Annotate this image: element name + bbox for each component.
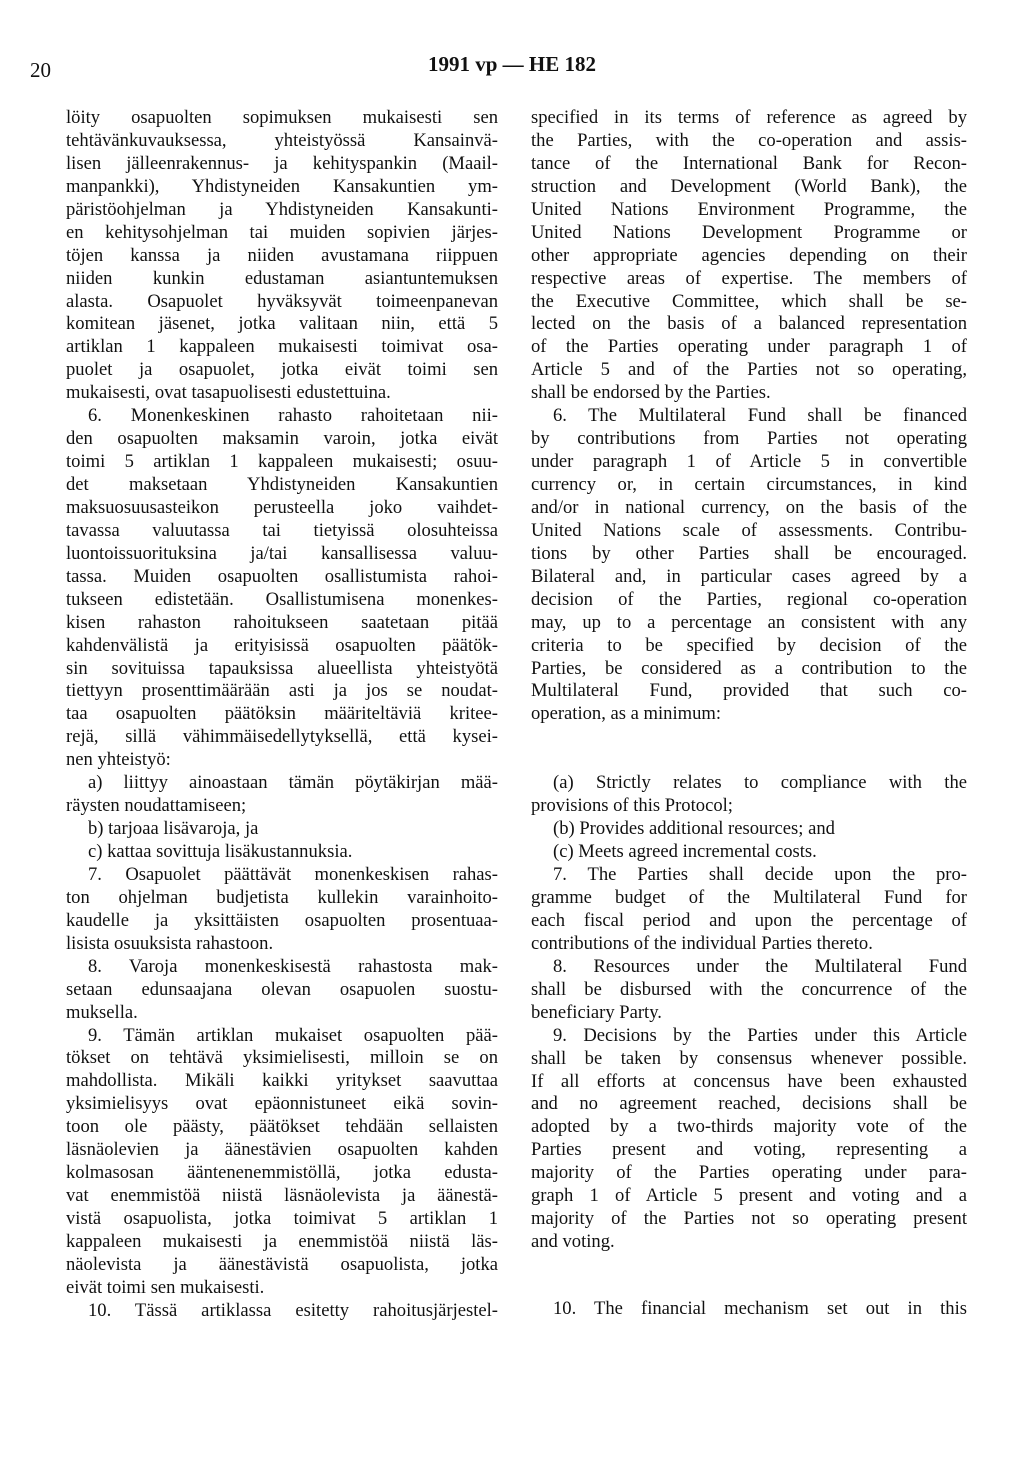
text-line: 8. Varoja monenkeskisestä rahastosta mak- [88, 955, 498, 977]
text-line: operation, as a minimum: [531, 703, 722, 725]
text-line: setaan edunsaajana olevan osapuolen suostu- [66, 978, 498, 1000]
text-line: the Executive Committee, which shall be se- [531, 290, 967, 312]
text-line: respective areas of expertise. The members of [531, 267, 967, 289]
text-line: United Nations Development Programme or [531, 221, 967, 243]
text-line: (b) Provides additional resources; and [553, 818, 835, 840]
text-line: kappaleen mukaisesti ja enemmistöä niistä läs- [66, 1230, 498, 1252]
text-line: tassa. Muiden osapuolten osallistumista rahoi- [66, 565, 498, 587]
text-line: tiettyyn prosenttimäärään asti ja jos se noudat- [66, 680, 498, 702]
text-line: provisions of this Protocol; [531, 795, 733, 817]
text-line: gramme budget of the Multilateral Fund for [531, 887, 967, 908]
text-line: 6. Monenkeskinen rahasto rahoitetaan nii- [88, 405, 498, 427]
text-line: mukaisesti, ovat tasapuolisesti edustettuina. [66, 382, 391, 404]
text-line: löity osapuolten sopimuksen mukaisesti sen [66, 107, 498, 128]
text-line: artiklan 1 kappaleen mukaisesti toimivat osa- [66, 336, 498, 358]
text-line: näolevista ja äänestävistä osapuolista, jotka [66, 1253, 498, 1275]
text-line: shall be disbursed with the concurrence of the [531, 978, 967, 1000]
text-line: räysten noudattamiseen; [66, 795, 247, 817]
text-line: shall be endorsed by the Parties. [531, 382, 771, 404]
text-line: beneficiary Party. [531, 1001, 662, 1023]
text-line: and no agreement reached, decisions shall be [531, 1093, 967, 1115]
text-line: Parties present and voting, representing a [531, 1139, 967, 1161]
text-line: United Nations Environment Programme, the [531, 198, 967, 220]
text-line: If all efforts at concensus have been exhausted [531, 1070, 967, 1092]
text-line: manpankki), Yhdistyneiden Kansakuntien ym- [66, 175, 498, 197]
finnish-text-column [66, 107, 498, 1323]
text-line: Multilateral Fund, provided that such co- [531, 680, 967, 702]
text-line: kaudelle ja yksittäisten osapuolten prosentuaa- [66, 909, 498, 931]
text-line: vat enemmistöä niistä läsnäolevista ja äänestä- [66, 1185, 498, 1207]
text-line: kolmasosan ääntenenemmistöllä, jotka edusta- [66, 1162, 498, 1184]
text-line: tions by other Parties shall be encouraged. [531, 542, 967, 564]
text-line: muksella. [66, 1001, 138, 1023]
text-line: each fiscal period and upon the percentage of [531, 909, 967, 931]
text-line: tukseen edistetään. Osallistumisena monenkes- [66, 588, 498, 610]
text-line: by contributions from Parties not operating [531, 428, 967, 450]
text-line: (a) Strictly relates to compliance with the [553, 772, 967, 794]
text-line: struction and Development (World Bank), the [531, 175, 967, 197]
text-line: päristöohjelman ja Yhdistyneiden Kansakunti- [66, 198, 498, 220]
text-line: specified in its terms of reference as agreed by [531, 107, 967, 128]
text-line: mahdollista. Mikäli kaikki yritykset saavuttaa [66, 1070, 498, 1092]
text-line: det maksetaan Yhdistyneiden Kansakuntien [66, 474, 498, 495]
text-line: the Parties, with the co-operation and assis- [531, 129, 967, 151]
text-line: taa osapuolten päätöksin määriteltäviä kritee- [66, 703, 498, 725]
text-line: Article 5 and of the Parties not so operating, [531, 359, 967, 381]
page-number: 20 [30, 58, 51, 82]
document-header-title: 1991 vp — HE 182 [427, 52, 597, 76]
text-line: (c) Meets agreed incremental costs. [553, 841, 817, 863]
text-line: puolet ja osapuolet, jotka eivät toimi sen [66, 359, 498, 381]
text-line: tehtävänkuvauksessa, yhteistyössä Kansainvä- [66, 129, 498, 151]
paragraph-gap [531, 726, 967, 772]
text-line: nen yhteistyö: [66, 749, 171, 771]
text-line: lisista osuuksista rahastoon. [66, 932, 274, 954]
text-line: läsnäolevien ja äänestävien osapuolten kahden [66, 1139, 498, 1161]
text-line: 7. The Parties shall decide upon the pro- [553, 864, 967, 886]
text-line: 6. The Multilateral Fund shall be financed [553, 405, 967, 427]
text-line: majority of the Parties operating under para- [531, 1162, 967, 1184]
text-line: yksimielisyys ovat epäonnistuneet eikä sovin- [66, 1093, 498, 1115]
text-line: rejä, sillä vähimmäisedellytyksellä, että kysei- [66, 726, 498, 748]
text-line: luontoissuorituksina ja/tai kansallisessa valuu- [66, 542, 498, 564]
text-line: decision of the Parties, regional co-operation [531, 588, 967, 610]
text-line: tance of the International Bank for Recon- [531, 152, 967, 174]
text-line: c) kattaa sovittuja lisäkustannuksia. [88, 841, 353, 862]
text-line: of the Parties operating under paragraph 1 of [531, 336, 967, 358]
text-line: den osapuolten maksamin varoin, jotka eivät [66, 428, 498, 450]
english-text-column [531, 107, 967, 1321]
text-line: toon ole päästy, päätökset tehdään sellaisten [66, 1116, 498, 1138]
text-line: lisen jälleenrakennus- ja kehityspankin (Maail- [66, 152, 498, 174]
text-line: adopted by a two-thirds majority vote of the [531, 1116, 967, 1138]
text-line: criteria to be specified by decision of the [531, 634, 967, 656]
text-line: 7. Osapuolet päättävät monenkeskisen rahas- [88, 863, 498, 885]
text-line: tökset on tehtävä yksimielisesti, milloin se on [66, 1047, 498, 1069]
text-line: vistä osapuolista, jotka toimivat 5 artiklan 1 [66, 1208, 498, 1229]
text-line: and/or in national currency, on the basis of the [531, 496, 967, 518]
text-line: 9. Decisions by the Parties under this Article [553, 1024, 967, 1046]
text-line: contributions of the individual Parties thereto. [531, 932, 873, 954]
text-line: 8. Resources under the Multilateral Fund [553, 955, 967, 977]
text-line: shall be taken by consensus whenever possible. [531, 1047, 967, 1069]
paragraph-gap [531, 1254, 967, 1298]
text-line: ton ohjelman budjetista kullekin varainhoito- [66, 886, 498, 908]
text-line: en kehitysohjelman tai muiden sopivien järjes- [66, 221, 498, 243]
text-line: may, up to a percentage an consistent with any [531, 611, 967, 633]
text-line: b) tarjoaa lisävaroja, ja [88, 818, 259, 840]
text-line: graph 1 of Article 5 present and voting and a [531, 1185, 967, 1207]
text-line: United Nations scale of assessments. Contribu- [531, 519, 967, 541]
text-line: kahdenvälistä ja erityisissä osapuolten päätök- [66, 634, 498, 656]
text-line: alasta. Osapuolet hyväksyvät toimeenpanevan [66, 290, 498, 312]
text-line: maksuosuusasteikon perusteella joko vaihdet- [66, 496, 498, 518]
text-line: Bilateral and, in particular cases agreed by a [531, 565, 967, 587]
text-line: 10. Tässä artiklassa esitetty rahoitusjärjestel- [88, 1299, 498, 1321]
text-line: komitean jäsenet, jotka valitaan niin, että 5 [66, 313, 498, 335]
text-line: 9. Tämän artiklan mukaiset osapuolten pää- [88, 1024, 498, 1046]
text-line: and voting. [531, 1231, 615, 1253]
text-line: niiden kunkin edustaman asiantuntemuksen [66, 267, 498, 289]
text-line: tavassa valuutassa tai tietyissä olosuhteissa [66, 519, 498, 541]
text-line: kisen rahaston rahoitukseen saatetaan pitää [66, 611, 498, 633]
text-line: under paragraph 1 of Article 5 in convertible [531, 451, 967, 473]
text-line: other appropriate agencies depending on their [531, 244, 967, 266]
text-line: töjen kanssa ja niiden avustamana riippuen [66, 244, 498, 266]
text-line: Parties, be considered as a contribution to the [531, 657, 967, 679]
text-line: eivät toimi sen mukaisesti. [66, 1276, 265, 1298]
text-line: currency or, in certain circumstances, in kind [531, 474, 967, 495]
text-line: majority of the Parties not so operating present [531, 1208, 967, 1230]
text-line: toimi 5 artiklan 1 kappaleen mukaisesti; osuu- [66, 451, 498, 473]
text-line: sin sovituissa tapauksissa alueellista yhteistyötä [66, 657, 498, 679]
text-line: a) liittyy ainoastaan tämän pöytäkirjan mää- [88, 772, 498, 794]
text-line: 10. The financial mechanism set out in this [553, 1298, 967, 1319]
text-line: lected on the basis of a balanced representation [531, 313, 967, 335]
